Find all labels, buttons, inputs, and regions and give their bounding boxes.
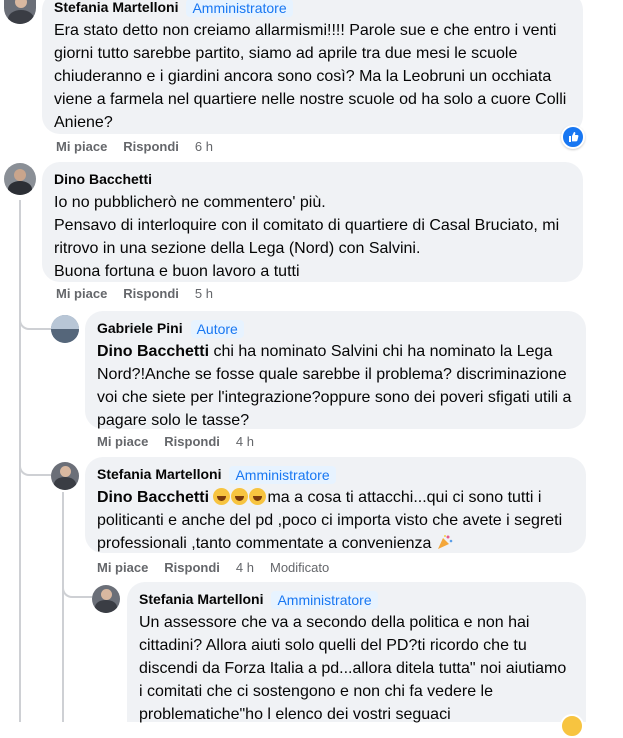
comment-author: [97, 465, 574, 484]
reaction-icon[interactable]: [560, 714, 584, 738]
comment-author: [54, 0, 571, 17]
avatar[interactable]: [51, 462, 79, 490]
like-button[interactable]: Mi piace: [97, 434, 149, 449]
avatar[interactable]: [4, 163, 36, 195]
role-badge: Amministratore: [271, 591, 377, 609]
author-name[interactable]: Stefania Martelloni: [97, 466, 222, 482]
mention-link[interactable]: Dino Bacchetti: [97, 489, 210, 506]
role-badge: Amministratore: [186, 0, 292, 17]
laughing-emoji: [231, 488, 248, 505]
party-emoji: [436, 534, 454, 550]
reply-button[interactable]: Rispondi: [164, 434, 220, 449]
comment-time[interactable]: 5 h: [194, 286, 213, 301]
avatar[interactable]: [92, 585, 120, 613]
laughing-emoji: [213, 488, 230, 505]
comment-line: Pensavo di interloquire con il comitato di quartiere di Casal Bruciato, mi ritrovo in una sezione della Lega (Nord) con Salvini.: [54, 217, 560, 257]
comment-bubble: [85, 457, 586, 553]
comment-bubble: [85, 311, 586, 429]
avatar[interactable]: [51, 315, 79, 343]
role-badge: Amministratore: [229, 466, 335, 484]
comment-author: [139, 590, 574, 609]
comment-line: Io no pubblicherò ne commentero' più.: [54, 194, 326, 211]
comment-bubble: [42, 0, 583, 134]
comment-body: chi ha nominato Salvini chi ha nominato la Lega Nord?!Anche se fosse quale sarebbe il problema? discriminazione voi che siete per l'integrazione?oppure sono dei poveri sfigati utili a pagare solo le tasse?: [97, 343, 572, 429]
reply-button[interactable]: Rispondi: [123, 286, 179, 301]
comment-text: Era stato detto non creiamo allarmismi!!!! Parole sue e che entro i venti giorni tutto sarebbe partito, siamo ad aprile tra due mesi le scuole chiuderanno e i giardini ancora sono così? Ma la Leobruni un occhiata viene a farmela nel quartiere nelle nostre scuole od ha solo a cuore Colli Aniene?: [54, 22, 567, 131]
comment-actions: [56, 139, 213, 154]
author-name[interactable]: Dino Bacchetti: [54, 171, 153, 187]
thread-line: [19, 330, 21, 722]
author-name[interactable]: Stefania Martelloni: [139, 591, 264, 607]
comment-text: [54, 191, 571, 283]
comment-text: [97, 340, 574, 432]
comment-text: Un assessore che va a secondo della politica e non hai cittadini? Allora aiuti solo quelli del PD?ti ricordo che tu discendi da Forza Italia a pd...allora ditela tutta" noi aiutiamo i comitati che ci sostengono e non chi fa vedere le problematiche"ho l elenco dei vostri seguaci: [139, 614, 567, 723]
reply-button[interactable]: Rispondi: [123, 139, 179, 154]
like-button[interactable]: Mi piace: [97, 560, 149, 575]
comment-bubble: [42, 162, 583, 282]
like-button[interactable]: Mi piace: [56, 139, 108, 154]
comment-line: Buona fortuna e buon lavoro a tutti: [54, 263, 300, 280]
comment-actions: [97, 434, 254, 449]
comment-author: [54, 170, 571, 189]
mention-link[interactable]: Dino Bacchetti: [97, 343, 210, 360]
thread-curve: [19, 446, 51, 476]
thread-curve: [19, 300, 51, 330]
thread-curve: [62, 570, 92, 598]
comment-body: ma a cosa ti attacchi...qui ci sono tutti i politicanti e anche del pd ,poco ci importa visto che avete i segreti professionali ,tanto commentate a convenienza: [97, 489, 563, 552]
thread-line: [62, 492, 64, 722]
like-reaction-icon[interactable]: [561, 125, 585, 149]
comment-time[interactable]: 6 h: [194, 139, 213, 154]
comment-time[interactable]: 4 h: [235, 560, 254, 575]
like-button[interactable]: Mi piace: [56, 286, 108, 301]
comment-actions: [56, 286, 213, 301]
author-name[interactable]: Gabriele Pini: [97, 320, 183, 336]
comment-time[interactable]: 4 h: [235, 434, 254, 449]
comment-author: [97, 319, 574, 338]
comment-bubble: [127, 582, 586, 722]
author-name[interactable]: Stefania Martelloni: [54, 0, 179, 15]
comment-actions: [97, 560, 329, 575]
reply-button[interactable]: Rispondi: [164, 560, 220, 575]
edited-label[interactable]: Modificato: [269, 560, 330, 575]
comment-text: [97, 486, 574, 555]
role-badge: Autore: [191, 320, 244, 338]
avatar[interactable]: [4, 0, 36, 24]
laughing-emoji: [249, 488, 266, 505]
